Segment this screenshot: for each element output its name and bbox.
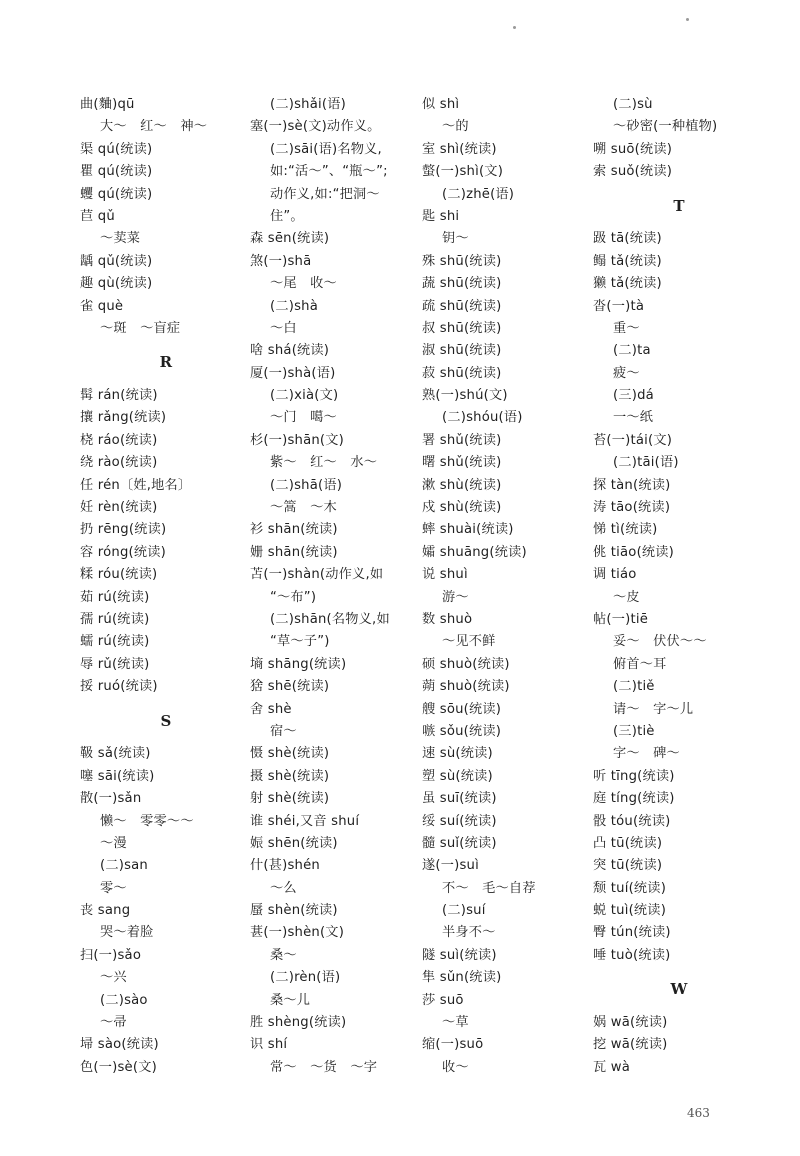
section-letter-heading: T	[673, 196, 685, 215]
entry-headword-line: 莎 suō	[422, 992, 464, 1008]
entry-sub-line: (二)sù	[613, 97, 653, 112]
entry-headword-line: 室 shì(统读)	[422, 141, 497, 157]
entry-headword-line: 悌 tì(统读)	[593, 522, 658, 538]
entry-sub-line: (三)dá	[613, 388, 654, 404]
entry-sub-line: 哭～着脸	[100, 925, 154, 941]
entry-headword-line: 帖(一)tiē	[593, 612, 649, 627]
entry-sub-line: “～布”)	[270, 589, 317, 605]
entry-headword-line: 叔 shū(统读)	[422, 320, 502, 336]
entry-headword-line: 什(甚)shén	[250, 858, 320, 874]
entry-sub-line: (二)shà	[270, 298, 318, 314]
entry-headword-line: 颓 tuí(统读)	[593, 880, 667, 896]
entry-headword-line: 说 shuì	[422, 567, 468, 583]
entry-headword-line: 容 róng(统读)	[80, 544, 166, 560]
entry-sub-line: (二)sāi(语)名物义,	[270, 141, 382, 157]
entry-headword-line: 噻 sāi(统读)	[80, 768, 155, 784]
entry-headword-line: 猞 shē(统读)	[250, 679, 330, 695]
entry-sub-line: ～皮	[613, 589, 640, 605]
entry-sub-line: ～草	[442, 1015, 469, 1031]
entry-headword-line: 唾 tuò(统读)	[593, 947, 671, 963]
entry-headword-line: 隼 sǔn(统读)	[422, 970, 502, 986]
entry-headword-line: 臀 tún(统读)	[593, 925, 671, 941]
entry-sub-line: 重～	[613, 320, 640, 336]
entry-headword-line: 挼 ruó(统读)	[80, 679, 158, 695]
entry-headword-line: 索 suǒ(统读)	[593, 164, 673, 180]
page-number: 463	[687, 1106, 710, 1120]
entry-headword-line: 森 sēn(统读)	[250, 231, 330, 247]
entry-headword-line: 娲 wā(统读)	[593, 1015, 668, 1031]
entry-sub-line: ～漫	[100, 835, 127, 851]
entry-sub-line: 字～ 碑～	[613, 746, 680, 762]
entry-headword-line: 啥 shá(统读)	[250, 343, 330, 359]
entry-headword-line: 苫(一)shàn(动作义,如	[250, 567, 384, 583]
entry-headword-line: 舍 shè	[250, 701, 292, 717]
entry-headword-line: 硕 shuò(统读)	[422, 656, 510, 672]
entry-sub-line: (二)rèn(语)	[270, 970, 341, 986]
entry-headword-line: 娠 shēn(统读)	[250, 835, 338, 851]
entry-headword-line: 螫(一)shì(文)	[422, 164, 504, 180]
column-3	[422, 94, 594, 1079]
entry-headword-line: 绕 rào(统读)	[80, 455, 158, 471]
entry-headword-line: 突 tū(统读)	[593, 858, 663, 874]
entry-headword-line: 虽 suī(统读)	[422, 791, 497, 807]
entry-sub-line: ～兴	[100, 970, 127, 986]
entry-headword-line: 攘 rǎng(统读)	[80, 410, 167, 426]
entry-headword-line: 任 rén〔姓,地名〕	[80, 477, 192, 493]
entry-headword-line: 苔(一)tái(文)	[593, 432, 673, 448]
entry-sub-line: 如:“活～”、“瓶～”;	[270, 164, 388, 180]
entry-headword-line: 趿 tā(统读)	[593, 231, 662, 247]
entry-headword-line: 疏 shū(统读)	[422, 298, 502, 314]
entry-sub-line: (二)tāi(语)	[613, 455, 679, 471]
entry-headword-line: 射 shè(统读)	[250, 791, 330, 807]
entry-headword-line: 趣 qù(统读)	[80, 276, 153, 292]
entry-sub-line: (二)san	[100, 858, 148, 874]
entry-headword-line: 嗍 suō(统读)	[593, 141, 673, 157]
entry-sub-line: ～白	[270, 320, 297, 336]
entry-sub-line: (二)shǎi(语)	[270, 97, 346, 112]
entry-sub-line: ～尾 收～	[270, 276, 337, 292]
entry-headword-line: 涛 tāo(统读)	[593, 500, 671, 516]
entry-sub-line: 常～ ～货 ～字	[270, 1059, 378, 1075]
entry-headword-line: 埽 sào(统读)	[80, 1037, 159, 1053]
entry-headword-line: 煞(一)shā	[250, 253, 312, 269]
entry-headword-line: 孀 shuāng(统读)	[422, 544, 527, 560]
entry-sub-line: ～帚	[100, 1015, 127, 1031]
entry-sub-line: 一～纸	[613, 410, 654, 426]
entry-headword-line: 色(一)sè(文)	[80, 1059, 157, 1075]
entry-headword-line: 漱 shù(统读)	[422, 477, 502, 493]
entry-headword-line: 调 tiáo	[593, 567, 637, 583]
entry-headword-line: 听 tīng(统读)	[593, 768, 675, 784]
column-2	[250, 94, 422, 1079]
entry-headword-line: 沓(一)tà	[593, 298, 645, 314]
section-letter-heading: R	[159, 353, 173, 372]
entry-sub-line: 大～ 红～ 神～	[100, 119, 208, 135]
section-letter-heading: W	[670, 980, 688, 999]
entry-headword-line: 髓 suǐ(统读)	[422, 835, 497, 851]
entry-headword-line: 曙 shǔ(统读)	[422, 455, 502, 471]
entry-headword-line: 蠼 qú(统读)	[80, 186, 153, 202]
entry-headword-line: 瞿 qú(统读)	[80, 164, 153, 180]
entry-headword-line: 塑 sù(统读)	[422, 768, 493, 784]
entry-sub-line: 收～	[442, 1059, 469, 1075]
entry-headword-line: 桡 ráo(统读)	[80, 432, 158, 448]
entry-headword-line: 数 shuò	[422, 611, 473, 627]
entry-sub-line: ～见不鲜	[442, 634, 496, 650]
entry-headword-line: 茹 rú(统读)	[80, 589, 150, 605]
section-letter-heading: S	[160, 711, 172, 730]
entry-headword-line: 缩(一)suō	[422, 1037, 484, 1053]
entry-sub-line: 桑～	[270, 947, 297, 963]
entry-headword-line: 胜 shèng(统读)	[250, 1015, 347, 1031]
entry-headword-line: 凸 tū(统读)	[593, 835, 663, 851]
entry-headword-line: 挖 wā(统读)	[593, 1037, 668, 1053]
entry-headword-line: 苣 qǔ	[80, 208, 115, 224]
entry-headword-line: 庭 tíng(统读)	[593, 791, 675, 807]
column-4	[593, 94, 765, 1079]
entry-sub-line: 桑～儿	[270, 992, 311, 1008]
entry-headword-line: 散(一)sǎn	[80, 791, 142, 807]
entry-sub-line: ～篙 ～木	[270, 500, 337, 516]
entry-headword-line: 慑 shè(统读)	[250, 746, 330, 762]
entry-headword-line: 殊 shū(统读)	[422, 253, 502, 269]
entry-sub-line: ～斑 ～盲症	[100, 320, 181, 336]
entry-sub-line: ～么	[270, 880, 297, 896]
entry-headword-line: 靸 sǎ(统读)	[80, 746, 151, 762]
entry-sub-line: ～门 噶～	[270, 410, 337, 426]
entry-sub-line: 半身不～	[442, 925, 496, 941]
entry-sub-line: 宿～	[270, 723, 297, 739]
entry-sub-line: (二)shóu(语)	[442, 410, 523, 426]
entry-headword-line: 辱 rǔ(统读)	[80, 656, 150, 672]
entry-headword-line: 蠕 rú(统读)	[80, 634, 150, 650]
entry-headword-line: 蒴 shuò(统读)	[422, 679, 510, 695]
scan-speck	[513, 26, 516, 29]
entry-headword-line: 谁 shéi,又音 shuí	[250, 813, 360, 829]
entry-sub-line: 动作义,如:“把洞～	[270, 186, 380, 202]
entry-sub-line: ～荬菜	[100, 231, 141, 247]
entry-sub-line: 游～	[442, 589, 469, 605]
entry-headword-line: 渠 qú(统读)	[80, 141, 153, 157]
entry-headword-line: 似 shì	[422, 97, 460, 112]
entry-headword-line: 妊 rèn(统读)	[80, 500, 158, 516]
entry-headword-line: 骰 tóu(统读)	[593, 813, 671, 829]
entry-headword-line: 熟(一)shú(文)	[422, 388, 508, 404]
entry-sub-line: “草～子”)	[270, 634, 330, 650]
entry-headword-line: 速 sù(统读)	[422, 746, 493, 762]
entry-sub-line: (二)xià(文)	[270, 388, 339, 404]
column-1	[80, 94, 252, 1079]
entry-sub-line: 疲～	[613, 365, 640, 381]
entry-headword-line: 蜕 tuì(统读)	[593, 903, 667, 919]
entry-headword-line: 佻 tiāo(统读)	[593, 544, 675, 560]
entry-headword-line: 识 shí	[250, 1037, 288, 1053]
entry-headword-line: 曲(麯)qū	[80, 97, 135, 112]
entry-headword-line: 獭 tǎ(统读)	[593, 276, 662, 292]
entry-headword-line: 鳎 tǎ(统读)	[593, 253, 662, 269]
entry-headword-line: 菽 shū(统读)	[422, 365, 502, 381]
entry-headword-line: 探 tàn(统读)	[593, 477, 671, 493]
entry-sub-line: (二)zhē(语)	[442, 186, 515, 202]
entry-headword-line: 龋 qǔ(统读)	[80, 253, 153, 269]
entry-headword-line: 糅 róu(统读)	[80, 567, 158, 583]
entry-headword-line: 衫 shān(统读)	[250, 522, 338, 538]
entry-sub-line: (二)suí	[442, 903, 486, 919]
entry-sub-line: (二)sào	[100, 992, 148, 1008]
entry-headword-line: 蟀 shuài(统读)	[422, 522, 514, 538]
entry-sub-line: 妥～ 伏伏～～	[613, 634, 707, 650]
entry-headword-line: 瓦 wà	[593, 1059, 631, 1075]
entry-headword-line: 扫(一)sǎo	[80, 947, 142, 963]
entry-headword-line: 遂(一)suì	[422, 858, 479, 874]
entry-headword-line: 杉(一)shān(文)	[250, 432, 345, 448]
entry-headword-line: 塞(一)sè(文)动作义。	[250, 119, 381, 135]
entry-sub-line: 零～	[100, 880, 127, 896]
entry-headword-line: 扔 rēng(统读)	[80, 522, 167, 538]
entry-sub-line: (二)shān(名物义,如	[270, 611, 390, 627]
entry-headword-line: 葚(一)shèn(文)	[250, 925, 345, 941]
entry-sub-line: 紫～ 红～ 水～	[270, 455, 378, 471]
entry-headword-line: 雀 què	[80, 298, 124, 314]
scan-speck	[686, 18, 689, 21]
entry-headword-line: 蔬 shū(统读)	[422, 276, 502, 292]
entry-sub-line: 不～ 毛～自荐	[442, 880, 536, 896]
entry-sub-line: 俯首～耳	[613, 656, 667, 672]
entry-sub-line: 懒～ 零零～～	[100, 813, 194, 829]
entry-headword-line: 髯 rán(统读)	[80, 388, 158, 404]
entry-headword-line: 摄 shè(统读)	[250, 768, 330, 784]
entry-headword-line: 墒 shāng(统读)	[250, 656, 347, 672]
entry-sub-line: 请～ 字～儿	[613, 701, 694, 717]
entry-headword-line: 孺 rú(统读)	[80, 612, 150, 627]
entry-headword-line: 匙 shi	[422, 208, 460, 224]
entry-sub-line: (三)tiè	[613, 723, 655, 739]
entry-headword-line: 绥 suí(统读)	[422, 813, 497, 829]
entry-sub-line: (二)ta	[613, 343, 651, 359]
entry-headword-line: 蜃 shèn(统读)	[250, 903, 338, 919]
entry-sub-line: (二)shā(语)	[270, 477, 343, 493]
entry-headword-line: 戍 shù(统读)	[422, 500, 502, 516]
entry-headword-line: 署 shǔ(统读)	[422, 432, 502, 448]
entry-sub-line: 钥～	[442, 231, 469, 247]
entry-headword-line: 艘 sōu(统读)	[422, 701, 502, 717]
entry-sub-line: 住”。	[270, 208, 304, 224]
entry-headword-line: 嗾 sǒu(统读)	[422, 723, 502, 739]
entry-sub-line: (二)tiě	[613, 679, 655, 695]
entry-headword-line: 丧 sang	[80, 903, 131, 919]
entry-sub-line: ～的	[442, 119, 469, 135]
entry-headword-line: 隧 suì(统读)	[422, 947, 497, 963]
entry-headword-line: 淑 shū(统读)	[422, 343, 502, 359]
entry-sub-line: ～砂密(一种植物)	[613, 119, 718, 135]
entry-headword-line: 姗 shān(统读)	[250, 544, 338, 560]
entry-headword-line: 厦(一)shà(语)	[250, 365, 336, 381]
